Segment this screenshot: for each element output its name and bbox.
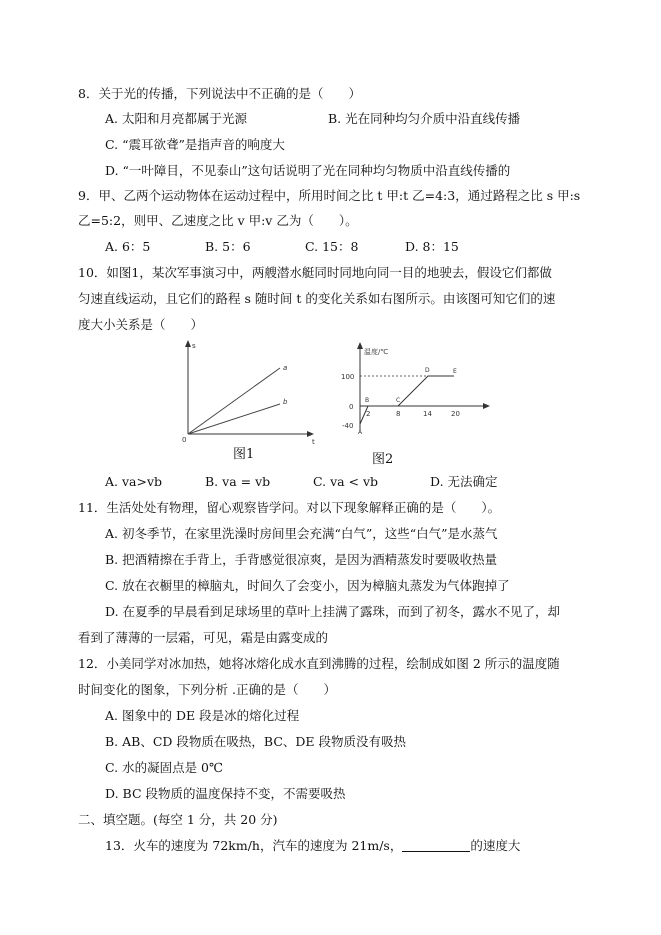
q9-stem-line2: 乙=5:2，则甲、乙速度之比 v 甲:v 乙为（ ）。: [78, 213, 358, 228]
q10-stem-line3: 度大小关系是（ ）: [78, 317, 204, 332]
q9-option-b: B. 5：6: [205, 239, 251, 254]
q10-stem-line2: 匀速直线运动，且它们的路程 s 随时间 t 的变化关系如右图所示。由该图可知它们的速: [78, 291, 556, 306]
figure-2-caption: 图2: [372, 452, 394, 467]
q8-option-c: C. “震耳欲聋”是指声音的响度大: [105, 137, 285, 152]
figure-1-caption: 图1: [233, 447, 255, 462]
q13-stem: [105, 838, 520, 854]
fig2-point-a: A: [358, 429, 363, 436]
fig2-y-arrow: [357, 342, 363, 349]
q10-option-a: A. va>vb: [105, 474, 163, 489]
q10-option-b: B. va = vb: [205, 474, 271, 489]
fig1-label-b: b: [283, 398, 288, 406]
q12-option-d: D. BC 段物质的温度保持不变，不需要吸热: [105, 786, 346, 801]
q13-stem-pre: 13．火车的速度为 72km/h，汽车的速度为 21m/s，: [105, 838, 403, 853]
q12-stem-line2: 时间变化的图象，下列分析 .正确的是（ ）: [78, 682, 336, 697]
fig2-y-label: 温度/℃: [364, 348, 389, 356]
q12-stem-line1: 12．小美同学对冰加热，她将冰熔化成水直到沸腾的过程，绘制成如图 2 所示的温度随: [78, 656, 560, 671]
q9-option-c: C. 15：8: [305, 239, 359, 254]
q11-option-b: B. 把酒精擦在手背上，手背感觉很凉爽，是因为酒精蒸发时要吸收热量: [105, 552, 498, 567]
q12-option-b: B. AB、CD 段物质在吸热，BC、DE 段物质没有吸热: [105, 734, 407, 749]
q9-option-d: D. 8：15: [405, 239, 459, 254]
q10-stem-line1: 10．如图1，某次军事演习中，两艘潜水艇同时同地向同一目的地驶去，假设它们都做: [78, 265, 552, 280]
q12-option-a: A. 图象中的 DE 段是冰的熔化过程: [105, 708, 300, 723]
fig2-xtick-2: 2: [366, 410, 371, 418]
fig2-tick-neg40: -40: [342, 422, 354, 430]
fig2-point-d: D: [425, 367, 430, 374]
q9-option-a: A. 6：5: [105, 239, 151, 254]
fig2-tick-100: 100: [341, 373, 355, 381]
q13-answer-blank[interactable]: [402, 839, 470, 852]
q8-option-a: A. 太阳和月亮都属于光源: [105, 111, 247, 126]
fig2-xtick-14: 14: [423, 410, 432, 418]
figure-2-graph: [336, 338, 496, 438]
fig1-origin: 0: [182, 436, 187, 444]
section-title-fill-in: 二、填空题。(每空 1 分，共 20 分): [78, 812, 278, 827]
q10-option-c: C. va < vb: [313, 474, 379, 489]
fig2-x-arrow: [483, 403, 490, 409]
fig2-point-c: C: [396, 397, 401, 404]
q13-stem-post: 的速度大: [470, 838, 521, 853]
fig2-point-b: B: [365, 397, 370, 404]
q10-option-d: D. 无法确定: [430, 474, 498, 489]
figure-1-graph: [170, 338, 325, 448]
fig1-x-label: t: [312, 438, 315, 446]
q8-option-d: D. “一叶障目，不见泰山”这句话说明了光在同种均匀物质中沿直线传播的: [105, 163, 511, 178]
q11-stem: 11．生活处处有物理，留心观察皆学问。对以下现象解释正确的是（ ）。: [78, 500, 501, 515]
fig2-xtick-20: 20: [451, 410, 460, 418]
fig1-line-b: [188, 404, 280, 434]
q11-option-a: A. 初冬季节，在家里洗澡时房间里会充满“白气”，这些“白气”是水蒸气: [105, 526, 498, 541]
q8-stem: 8．关于光的传播，下列说法中不正确的是（ ）: [78, 86, 361, 101]
fig2-tick-0: 0: [349, 403, 354, 411]
fig2-xtick-8: 8: [396, 410, 401, 418]
q11-option-d-line2: 看到了薄薄的一层霜，可见，霜是由露变成的: [78, 630, 329, 645]
fig1-line-a: [188, 368, 280, 434]
q9-stem-line1: 9．甲、乙两个运动物体在运动过程中，所用时间之比 t 甲:t 乙=4:3，通过路程之比 s 甲:s: [78, 188, 581, 203]
fig1-label-a: a: [283, 364, 288, 372]
fig1-y-label: s: [192, 342, 196, 350]
fig1-y-arrow: [185, 340, 191, 347]
q11-option-d-line1: D. 在夏季的早晨看到足球场里的草叶上挂满了露珠，而到了初冬，露水不见了，却: [105, 604, 561, 619]
q8-option-b: B. 光在同种均匀介质中沿直线传播: [328, 111, 521, 126]
q11-option-c: C. 放在衣橱里的樟脑丸，时间久了会变小，因为樟脑丸蒸发为气体跑掉了: [105, 578, 510, 593]
fig1-x-arrow: [307, 431, 314, 437]
fig2-curve: [360, 376, 454, 424]
fig2-point-e: E: [453, 368, 457, 375]
q12-option-c: C. 水的凝固点是 0℃: [105, 760, 223, 775]
